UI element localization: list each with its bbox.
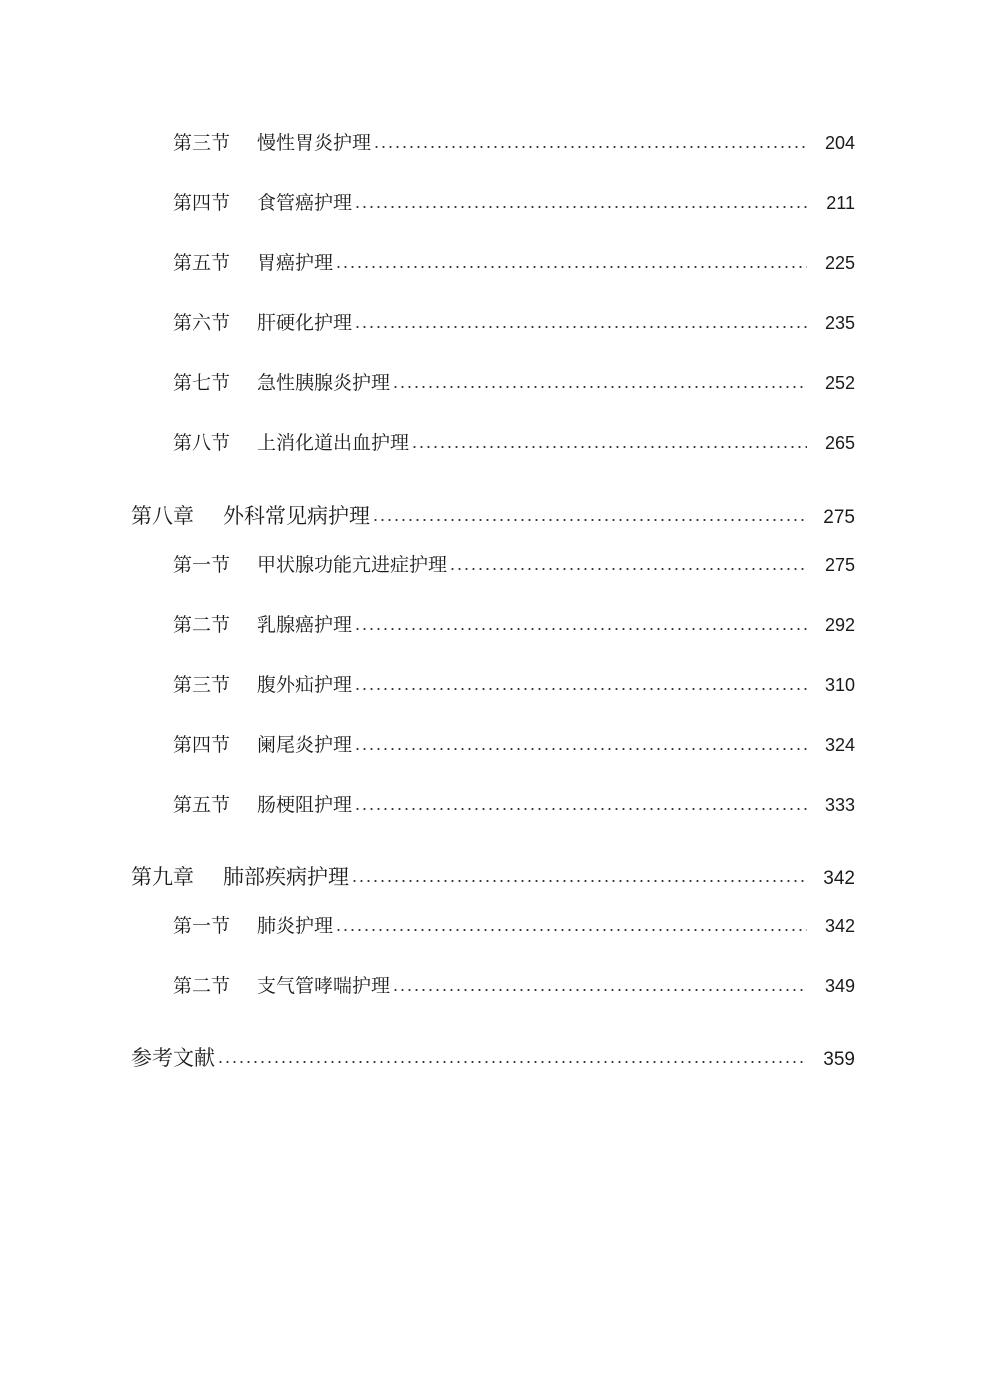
page-number: 292 [824, 615, 855, 635]
toc-entry-section[interactable] [173, 368, 855, 395]
dot-leader [217, 1061, 807, 1063]
section-label: 第三节 [173, 132, 231, 154]
toc-entry-chapter[interactable] [131, 500, 855, 530]
references-title: 参考文献 [131, 1046, 215, 1070]
section-label: 第五节 [173, 252, 231, 274]
toc-entry-section[interactable] [173, 428, 855, 455]
toc-entry-section[interactable] [173, 550, 855, 577]
toc-entry-section[interactable] [173, 188, 855, 215]
section-title: 急性胰腺炎护理 [257, 372, 391, 394]
section-title: 慢性胃炎护理 [257, 132, 372, 154]
page-number: 211 [826, 193, 855, 213]
dot-leader [354, 628, 807, 630]
section-label: 第五节 [173, 794, 231, 816]
dot-leader [372, 519, 807, 521]
toc-entry-section[interactable] [173, 248, 855, 275]
dot-leader [335, 929, 807, 931]
page-number: 310 [824, 675, 855, 695]
section-label: 第二节 [173, 975, 231, 997]
section-title: 阑尾炎护理 [257, 734, 353, 756]
section-title: 肝硬化护理 [257, 312, 353, 334]
section-title: 食管癌护理 [257, 192, 353, 214]
dot-leader [335, 266, 807, 268]
section-label: 第三节 [173, 674, 231, 696]
dot-leader [351, 880, 807, 882]
chapter-label: 第九章 [131, 865, 194, 889]
chapter-label: 第八章 [131, 504, 194, 528]
toc-entry-section[interactable] [173, 730, 855, 757]
page-number: 342 [824, 916, 855, 936]
dot-leader [411, 446, 807, 448]
dot-leader [354, 326, 807, 328]
section-label: 第一节 [173, 554, 231, 576]
section-title: 甲状腺功能亢进症护理 [257, 554, 448, 576]
section-label: 第六节 [173, 312, 231, 334]
section-title: 腹外疝护理 [257, 674, 353, 696]
toc-entry-section[interactable] [173, 128, 855, 155]
page-number: 252 [824, 373, 855, 393]
section-label: 第七节 [173, 372, 231, 394]
dot-leader [449, 568, 807, 570]
page-number: 324 [824, 735, 855, 755]
toc-entry-section[interactable] [173, 971, 855, 998]
section-title: 支气管哮喘护理 [257, 975, 391, 997]
dot-leader [354, 206, 807, 208]
section-title: 上消化道出血护理 [257, 432, 410, 454]
section-label: 第二节 [173, 614, 231, 636]
section-title: 肺炎护理 [257, 915, 334, 937]
toc-entry-chapter[interactable] [131, 861, 855, 891]
toc-entry-section[interactable] [173, 308, 855, 335]
page-number: 349 [824, 976, 855, 996]
section-label: 第八节 [173, 432, 231, 454]
dot-leader [354, 688, 807, 690]
page-number: 275 [824, 555, 855, 575]
page-number: 333 [824, 795, 855, 815]
dot-leader [354, 748, 807, 750]
section-label: 第四节 [173, 734, 231, 756]
page-number: 225 [824, 253, 855, 273]
chapter-title: 肺部疾病护理 [223, 865, 349, 889]
toc-entry-section[interactable] [173, 610, 855, 637]
toc-entry-section[interactable] [173, 670, 855, 697]
toc-entry-section[interactable] [173, 790, 855, 817]
dot-leader [392, 989, 807, 991]
section-label: 第一节 [173, 915, 231, 937]
page-number: 359 [823, 1049, 855, 1070]
dot-leader [373, 146, 807, 148]
chapter-title: 外科常见病护理 [223, 504, 370, 528]
dot-leader [392, 386, 807, 388]
page-number: 265 [824, 433, 855, 453]
toc-entry-references[interactable] [131, 1042, 855, 1072]
section-title: 胃癌护理 [257, 252, 334, 274]
dot-leader [354, 808, 807, 810]
toc-entry-section[interactable] [173, 911, 855, 938]
section-label: 第四节 [173, 192, 231, 214]
section-title: 乳腺癌护理 [257, 614, 353, 636]
page-number: 342 [823, 868, 855, 889]
page-number: 275 [823, 507, 855, 528]
section-title: 肠梗阻护理 [257, 794, 353, 816]
page-number: 204 [824, 133, 855, 153]
page-number: 235 [824, 313, 855, 333]
